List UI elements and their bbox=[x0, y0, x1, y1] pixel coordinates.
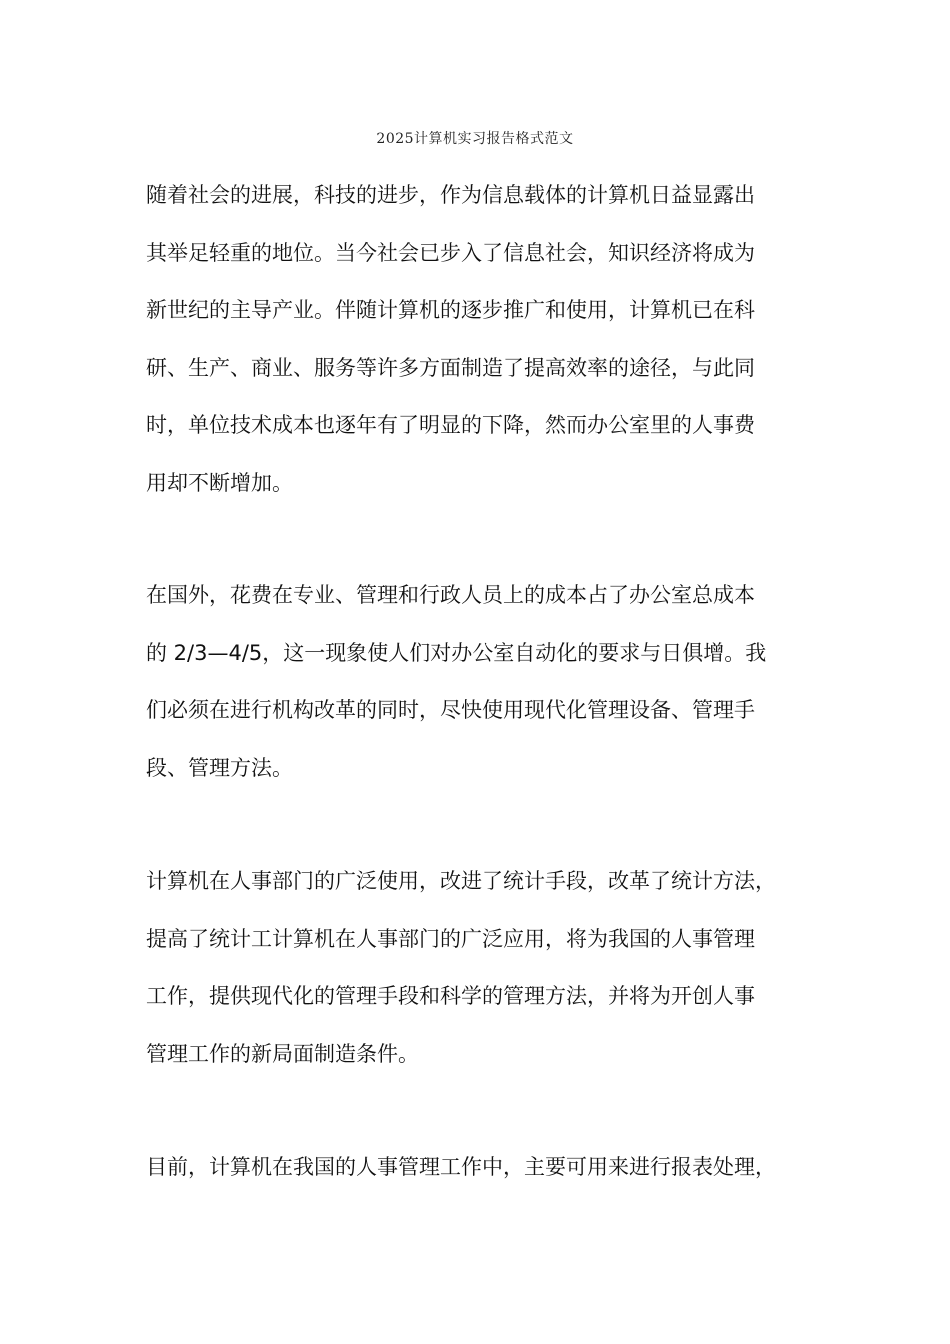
paragraph-line: 在国外，花费在专业、管理和行政人员上的成本占了办公室总成本 bbox=[146, 583, 755, 607]
paragraph-line: 其举足轻重的地位。当今社会已步入了信息社会，知识经济将成为 bbox=[146, 240, 755, 265]
paragraph-line: 工作，提供现代化的管理手段和科学的管理方法，并将为开创人事 bbox=[146, 984, 755, 1008]
paragraph-line: 的 2/3—4/5，这一现象使人们对办公室自动化的要求与日俱增。我 bbox=[146, 640, 767, 665]
paragraph-line: 段、管理方法。 bbox=[146, 755, 293, 780]
paragraph-line: 研、生产、商业、服务等许多方面制造了提高效率的途径，与此同 bbox=[146, 355, 755, 380]
paragraph-line: 管理工作的新局面制造条件。 bbox=[146, 1041, 419, 1066]
paragraph-line: 时，单位技术成本也逐年有了明显的下降，然而办公室里的人事费 bbox=[146, 413, 755, 437]
paragraph-1 bbox=[146, 167, 816, 512]
paragraph-line: 们必须在进行机构改革的同时，尽快使用现代化管理设备、管理手 bbox=[146, 698, 755, 722]
paragraph-2 bbox=[146, 567, 816, 797]
document-title: 2025计算机实习报告格式范文 bbox=[376, 131, 574, 147]
paragraph-4 bbox=[146, 1139, 816, 1197]
paragraph-line: 计算机在人事部门的广泛使用，改进了统计手段，改革了统计方法， bbox=[146, 869, 776, 893]
paragraph-3 bbox=[146, 853, 816, 1083]
paragraph-line: 用却不断增加。 bbox=[146, 470, 293, 495]
paragraph-line: 目前，计算机在我国的人事管理工作中，主要可用来进行报表处理， bbox=[146, 1155, 776, 1179]
paragraph-line: 新世纪的主导产业。伴随计算机的逐步推广和使用，计算机已在科 bbox=[146, 298, 755, 322]
paragraph-line: 随着社会的进展，科技的进步，作为信息载体的计算机日益显露出 bbox=[146, 183, 755, 207]
paragraph-line: 提高了统计工计算机在人事部门的广泛应用，将为我国的人事管理 bbox=[146, 926, 755, 951]
